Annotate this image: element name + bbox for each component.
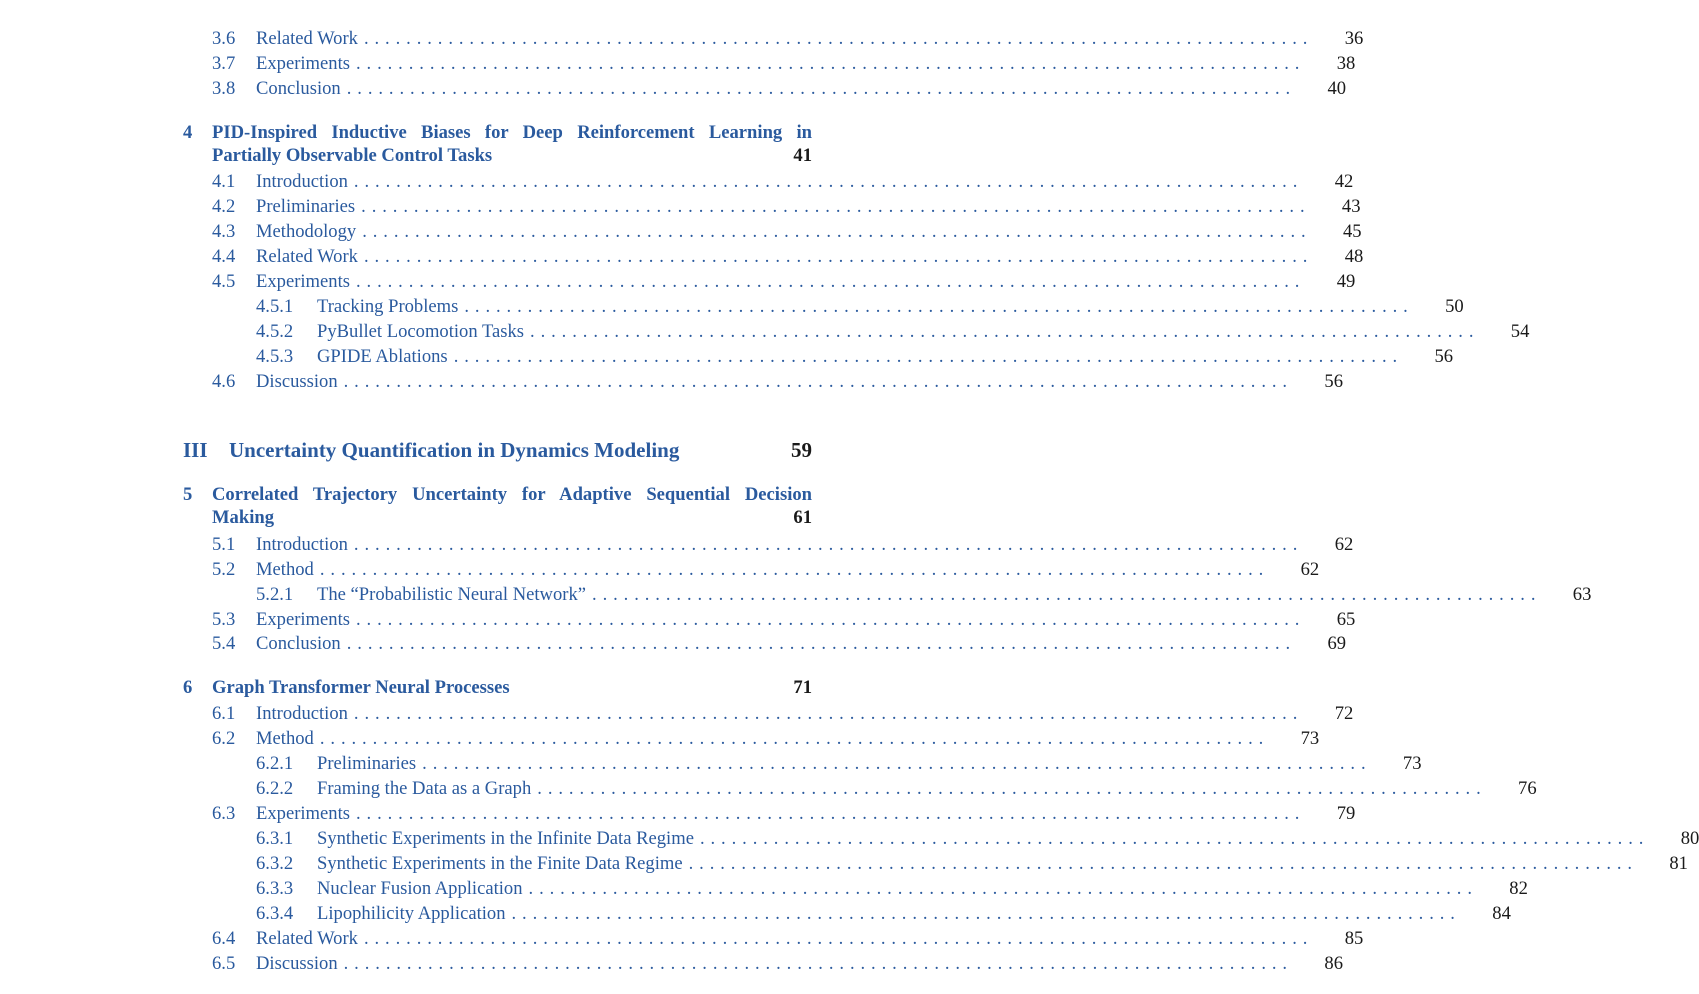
page-number: 84 (1492, 903, 1511, 924)
toc-entry-3-7[interactable] (212, 51, 1356, 76)
toc-entry-4-5-3[interactable] (256, 344, 1454, 369)
toc-entry-5-1[interactable] (212, 532, 1354, 557)
section-number: 6.2 (212, 728, 236, 749)
subsection-number: 6.2.2 (256, 778, 294, 799)
toc-entry-6-3-2[interactable] (256, 851, 1688, 876)
toc-entry-6-5[interactable] (212, 951, 1343, 976)
toc-entry-3-6[interactable] (212, 26, 1364, 51)
toc-entry-6-2-2[interactable] (256, 776, 1537, 801)
subsection-title: Synthetic Experiments in the Infinite Data Regime (317, 828, 694, 849)
dot-leader: .......................................................................................... (511, 903, 1461, 924)
toc-entry-6-1[interactable] (212, 701, 1354, 726)
subsection-number: 5.2.1 (256, 584, 294, 605)
dot-leader: .......................................................................................... (319, 559, 1270, 580)
section-title: Introduction (256, 703, 348, 724)
section-number: 4.2 (212, 196, 236, 217)
page-number: 73 (1402, 753, 1422, 774)
toc-entry-6-2-1[interactable] (256, 751, 1422, 776)
dot-leader: .......................................................................................... (343, 953, 1293, 974)
chapter-number: 6 (183, 677, 193, 698)
subsection-title: Preliminaries (317, 753, 417, 774)
subsection-title: The “Probabilistic Neural Network” (317, 584, 587, 605)
toc-entry-6-4[interactable] (212, 926, 1364, 951)
subsection-title: Nuclear Fusion Application (317, 878, 523, 899)
section-title: Method (256, 728, 314, 749)
dot-leader: .......................................................................................... (528, 878, 1478, 899)
page-number: 62 (1300, 559, 1320, 580)
toc-entry-4-4[interactable] (212, 244, 1364, 269)
toc-entry-4-5[interactable] (212, 269, 1356, 294)
dot-leader: .......................................................................................... (362, 221, 1312, 242)
page-number: 81 (1669, 853, 1688, 874)
dot-leader: .......................................................................................... (537, 778, 1487, 799)
page-number: 48 (1344, 246, 1364, 267)
section-title: Conclusion (256, 78, 341, 99)
subsection-number: 6.2.1 (256, 753, 294, 774)
section-title: Experiments (256, 609, 350, 630)
chapter-6-heading[interactable] (183, 676, 812, 700)
toc-entry-6-2[interactable] (212, 726, 1320, 751)
page-number: 54 (1510, 321, 1530, 342)
toc-entry-4-5-1[interactable] (256, 294, 1464, 319)
subsection-number: 4.5.3 (256, 346, 294, 367)
subsection-number: 6.3.1 (256, 828, 294, 849)
page-number: 62 (1334, 534, 1354, 555)
section-title: Conclusion (256, 633, 341, 654)
dot-leader: .......................................................................................... (346, 78, 1297, 99)
page-number: 82 (1509, 878, 1528, 899)
page-number: 56 (1324, 371, 1343, 392)
chapter-title-line1: PID-Inspired Inductive Biases for Deep Reinforcement Learning in (212, 122, 812, 143)
section-title: Introduction (256, 534, 348, 555)
dot-leader: .......................................................................................... (355, 271, 1306, 292)
dot-leader: .......................................................................................... (355, 803, 1306, 824)
chapter-page-number: 41 (793, 145, 812, 166)
subsection-number: 6.3.3 (256, 878, 294, 899)
subsection-title: GPIDE Ablations (317, 346, 448, 367)
section-number: 5.1 (212, 534, 236, 555)
toc-entry-6-3-4[interactable] (256, 901, 1511, 926)
page-number: 50 (1445, 296, 1464, 317)
page-number: 49 (1336, 271, 1356, 292)
section-title: Experiments (256, 271, 350, 292)
chapter-title-line2: Making (212, 507, 274, 528)
subsection-title: Tracking Problems (317, 296, 459, 317)
toc-entry-4-2[interactable] (212, 194, 1361, 219)
page-number: 63 (1572, 584, 1592, 605)
section-number: 4.3 (212, 221, 236, 242)
page-number: 86 (1324, 953, 1343, 974)
dot-leader: .......................................................................................... (353, 171, 1304, 192)
toc-entry-6-3[interactable] (212, 801, 1356, 826)
chapter-number: 5 (183, 484, 193, 505)
chapter-page-number: 71 (793, 677, 812, 698)
section-title: Method (256, 559, 314, 580)
dot-leader: .......................................................................................... (343, 371, 1293, 392)
subsection-number: 6.3.4 (256, 903, 294, 924)
page-number: 80 (1680, 828, 1699, 849)
section-title: Experiments (256, 53, 350, 74)
page-number: 69 (1327, 633, 1347, 654)
toc-entry-4-1[interactable] (212, 169, 1354, 194)
dot-leader: .......................................................................................... (530, 321, 1480, 342)
toc-entry-4-5-2[interactable] (256, 319, 1530, 344)
dot-leader: .......................................................................................... (353, 534, 1304, 555)
section-title: Introduction (256, 171, 348, 192)
dot-leader: .......................................................................................... (363, 928, 1314, 949)
subsection-title: Synthetic Experiments in the Finite Data Regime (317, 853, 683, 874)
section-title: Preliminaries (256, 196, 356, 217)
section-number: 6.4 (212, 928, 236, 949)
section-number: 3.8 (212, 78, 236, 99)
section-title: Methodology (256, 221, 357, 242)
toc-entry-4-6[interactable] (212, 369, 1343, 394)
toc-entry-3-8[interactable] (212, 76, 1347, 101)
section-number: 6.3 (212, 803, 236, 824)
page-number: 43 (1341, 196, 1361, 217)
page-number: 73 (1300, 728, 1320, 749)
chapter-title-line1: Correlated Trajectory Uncertainty for Adaptive Sequential Decision (212, 484, 812, 505)
subsection-number: 4.5.1 (256, 296, 294, 317)
chapter-title-line2: Partially Observable Control Tasks (212, 145, 493, 166)
part-3-heading[interactable] (183, 436, 812, 464)
chapter-4-heading[interactable] (183, 121, 812, 169)
page-number: 38 (1336, 53, 1356, 74)
dot-leader: .......................................................................................... (346, 633, 1297, 654)
toc-entry-4-3[interactable] (212, 219, 1362, 244)
dot-leader: .......................................................................................... (363, 28, 1314, 49)
section-number: 4.5 (212, 271, 236, 292)
toc-entry-5-2[interactable] (212, 557, 1320, 582)
section-number: 6.5 (212, 953, 236, 974)
subsection-number: 4.5.2 (256, 321, 294, 342)
dot-leader: .......................................................................................... (355, 53, 1306, 74)
part-title: Uncertainty Quantification in Dynamics Modeling (229, 438, 680, 462)
section-title: Discussion (256, 371, 338, 392)
part-number: III (183, 438, 208, 462)
page-number: 42 (1334, 171, 1354, 192)
section-number: 6.1 (212, 703, 236, 724)
chapter-number: 4 (183, 122, 193, 143)
section-title: Related Work (256, 928, 358, 949)
section-number: 4.4 (212, 246, 236, 267)
section-number: 4.1 (212, 171, 236, 192)
toc-entry-6-3-3[interactable] (256, 876, 1528, 901)
page-number: 85 (1344, 928, 1364, 949)
subsection-number: 6.3.2 (256, 853, 294, 874)
section-number: 5.4 (212, 633, 236, 654)
page-number: 45 (1342, 221, 1362, 242)
dot-leader: .......................................................................................... (353, 703, 1304, 724)
page-number: 40 (1327, 78, 1347, 99)
toc-entry-5-2-1[interactable] (256, 582, 1592, 607)
dot-leader: .......................................................................................... (453, 346, 1404, 367)
dot-leader: .......................................................................................... (592, 584, 1542, 605)
subsection-title: Lipophilicity Application (317, 903, 506, 924)
dot-leader: .......................................................................................... (464, 296, 1414, 317)
section-title: Related Work (256, 246, 358, 267)
chapter-page-number: 61 (793, 507, 812, 528)
dot-leader: .......................................................................................... (363, 246, 1314, 267)
page-number: 65 (1336, 609, 1356, 630)
subsection-title: Framing the Data as a Graph (317, 778, 532, 799)
page-number: 76 (1518, 778, 1537, 799)
subsection-title: PyBullet Locomotion Tasks (317, 321, 525, 342)
dot-leader: .......................................................................................... (361, 196, 1311, 217)
dot-leader: .......................................................................................... (355, 609, 1306, 630)
section-number: 3.7 (212, 53, 236, 74)
section-number: 3.6 (212, 28, 236, 49)
dot-leader: .......................................................................................... (688, 853, 1638, 874)
dot-leader: .......................................................................................... (422, 753, 1372, 774)
page-number: 72 (1334, 703, 1354, 724)
chapter-title: Graph Transformer Neural Processes (212, 677, 510, 698)
section-title: Related Work (256, 28, 358, 49)
dot-leader: .......................................................................................... (319, 728, 1270, 749)
section-number: 4.6 (212, 371, 236, 392)
section-number: 5.3 (212, 609, 236, 630)
section-number: 5.2 (212, 559, 236, 580)
toc-entry-5-3[interactable] (212, 607, 1356, 632)
dot-leader: .......................................................................................... (699, 828, 1650, 849)
toc-entry-5-4[interactable] (212, 631, 1347, 656)
toc-entry-6-3-1[interactable] (256, 826, 1699, 851)
page-number: 56 (1434, 346, 1454, 367)
section-title: Discussion (256, 953, 338, 974)
chapter-5-heading[interactable] (183, 483, 812, 531)
page-number: 36 (1344, 28, 1364, 49)
part-page-number: 59 (791, 438, 812, 462)
section-title: Experiments (256, 803, 350, 824)
page-number: 79 (1336, 803, 1356, 824)
